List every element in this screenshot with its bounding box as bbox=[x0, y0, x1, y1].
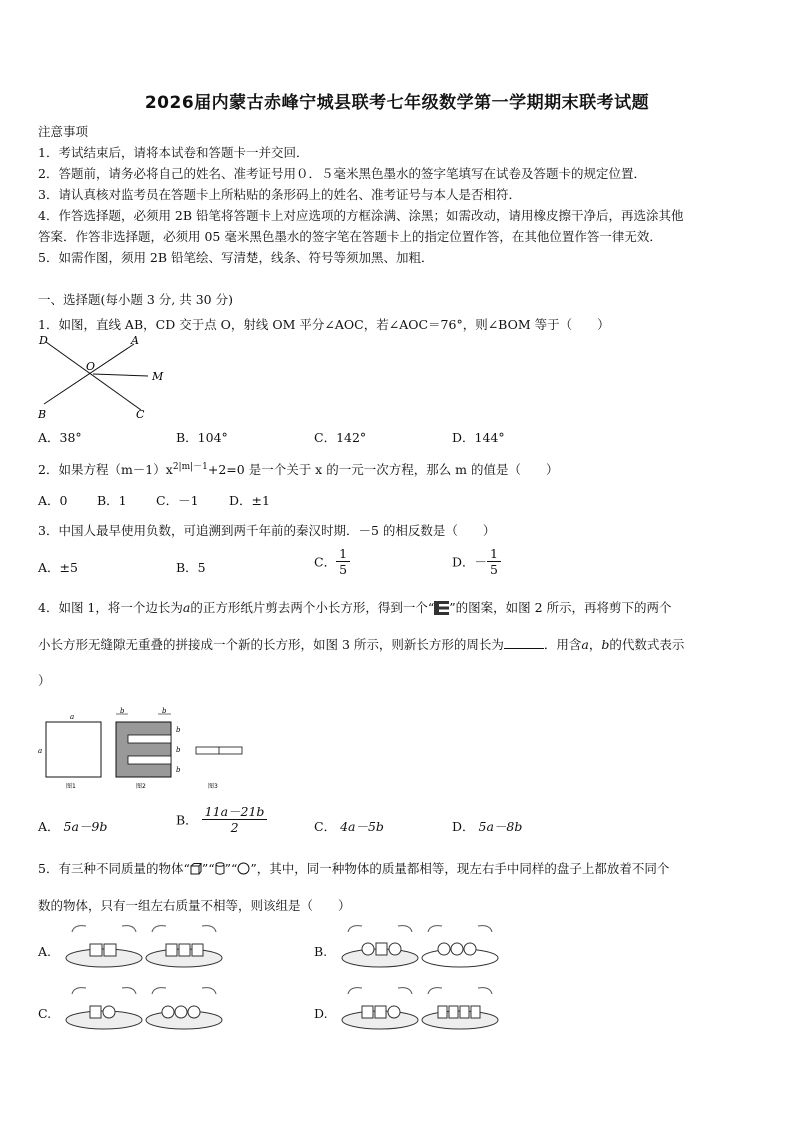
q4-option-c-expr: 4a－5b bbox=[340, 819, 384, 834]
q4-option-c-label: C． bbox=[314, 819, 337, 834]
q5-option-b-plates bbox=[338, 922, 503, 977]
page-title: 2026届内蒙古赤峰宁城县联考七年级数学第一学期期末联考试题 bbox=[144, 93, 650, 113]
q4-text: 小长方形无缝隙无重叠的拼接成一个新的长方形，如图 3 所示，则新长方形的周长为 bbox=[38, 637, 504, 652]
question-4-line2 bbox=[38, 635, 684, 653]
q5-option-c: C. bbox=[38, 1006, 52, 1021]
ball-icon bbox=[237, 862, 250, 875]
label-o: O bbox=[86, 360, 96, 373]
q4-text: ”的图案，如图 2 所示，再将剪下的两个 bbox=[449, 600, 672, 615]
section-heading: 一、选择题(每小题 3 分, 共 30 分) bbox=[38, 292, 233, 307]
q4-figures bbox=[36, 708, 266, 793]
q4-option-a bbox=[38, 817, 107, 835]
q2-exponent: 2|m|－1 bbox=[172, 462, 208, 472]
label-b: B bbox=[38, 408, 47, 421]
question-3-text: 3．中国人最早使用负数，可追溯到两千年前的秦汉时期．－5 的相反数是（ ） bbox=[38, 523, 496, 538]
question-2-text bbox=[38, 459, 559, 478]
fig1-label-a-left: a bbox=[38, 747, 43, 755]
note-item: 4．作答选择题，必须用 2B 铅笔将答题卡上对应选项的方框涂满、涂黑；如需改动，请用橡皮擦干净后，再选涂其他 bbox=[38, 208, 684, 223]
question-4-line1 bbox=[38, 598, 672, 616]
var-b: b bbox=[601, 637, 610, 652]
q2-option-b: B．1 bbox=[97, 493, 127, 508]
q3-d-denominator: 5 bbox=[490, 562, 498, 577]
q3-option-d bbox=[452, 546, 501, 577]
q5-sep: ”“ bbox=[224, 861, 238, 876]
note-item: 1．考试结束后，请将本试卷和答题卡一并交回． bbox=[38, 145, 309, 160]
q3-option-c-label: C． bbox=[314, 554, 337, 570]
q5-option-d-plates bbox=[338, 984, 503, 1039]
q1-option-b: B．104° bbox=[176, 430, 228, 445]
q2-text-a: 2．如果方程（m－1）x bbox=[38, 462, 173, 478]
note-item: 5．如需作图，须用 2B 铅笔绘、写清楚，线条、符号等须加黑、加粗． bbox=[38, 250, 434, 265]
q5-option-d: D. bbox=[314, 1006, 328, 1021]
answer-blank bbox=[504, 637, 544, 649]
q4-option-d-expr: 5a－8b bbox=[478, 819, 523, 834]
q4-option-b bbox=[176, 804, 267, 835]
q4-option-b-numerator: 11a－21b bbox=[202, 804, 268, 820]
question-5-line2: 数的物体，只有一组左右质量不相等，则该组是（ ） bbox=[38, 898, 351, 913]
note-item: 3．请认真核对监考员在答题卡上所粘贴的条形码上的姓名、准考证号与本人是否相符． bbox=[38, 187, 521, 202]
q3-c-denominator: 5 bbox=[339, 562, 348, 577]
note-item: 答案．作答非选择题，必须用 05 毫米黑色墨水的签字笔在答题卡上的指定位置作答，在其他位置作答一律无效． bbox=[38, 229, 662, 244]
fig2-label-b5: b bbox=[176, 766, 181, 774]
q3-d-numerator: 1 bbox=[487, 546, 501, 562]
question-4-line3: ） bbox=[38, 673, 51, 688]
q4-text: 的正方形纸片剪去两个小长方形，得到一个“ bbox=[190, 600, 435, 615]
label-c: C bbox=[136, 408, 145, 421]
fig2-label-b2: b bbox=[162, 707, 167, 715]
q3-option-a: A．±5 bbox=[38, 560, 78, 575]
fig1-caption: 图1 bbox=[66, 783, 76, 790]
shape-icon bbox=[434, 601, 449, 615]
q4-text: 4．如图 1，将一个边长为 bbox=[38, 600, 183, 615]
q4-comma: ， bbox=[588, 637, 602, 652]
q1-figure bbox=[36, 332, 166, 422]
q5-option-c-plates bbox=[62, 984, 227, 1039]
q5-text: ”，其中，同一种物体的质量都相等，现左右手中同样的盘子上都放着不同个 bbox=[250, 861, 670, 876]
fig2-label-b3: b bbox=[176, 726, 181, 734]
q5-option-a-plates bbox=[62, 922, 227, 977]
label-d: D bbox=[39, 334, 48, 347]
q1-option-d: D．144° bbox=[452, 430, 505, 445]
fig2-label-b1: b bbox=[120, 707, 125, 715]
q3-option-c bbox=[314, 546, 350, 577]
label-m: M bbox=[152, 370, 164, 383]
q4-option-a-expr: 5a－9b bbox=[63, 819, 108, 834]
q4-option-a-label: A． bbox=[38, 819, 60, 834]
label-a: A bbox=[131, 334, 139, 347]
q3-option-d-label: D．－ bbox=[452, 554, 488, 570]
fig2-caption: 图2 bbox=[136, 783, 146, 790]
notes-heading: 注意事项 bbox=[38, 124, 89, 139]
q2-option-c: C．－1 bbox=[156, 493, 199, 508]
q4-text: 的代数式表示 bbox=[609, 637, 685, 652]
cylinder-icon bbox=[215, 862, 225, 875]
q1-option-a: A．38° bbox=[38, 430, 82, 445]
q4-option-b-denominator: 2 bbox=[230, 820, 239, 835]
q2-text-b: +2=0 是一个关于 x 的一元一次方程，那么 m 的值是（ ） bbox=[207, 462, 559, 478]
note-item: 2．答题前，请务必将自己的姓名、准考证号用０．５毫米黑色墨水的签字笔填写在试卷及答题卡的规定位置． bbox=[38, 166, 646, 181]
var-a: a bbox=[182, 600, 191, 615]
fig2-label-b4: b bbox=[176, 746, 181, 754]
question-5-line1 bbox=[38, 859, 669, 877]
q5-option-b: B. bbox=[314, 944, 328, 959]
cube-icon bbox=[190, 863, 202, 875]
q4-option-d bbox=[452, 817, 522, 835]
q5-sep: ”“ bbox=[201, 861, 215, 876]
q2-option-d: D．±1 bbox=[229, 493, 270, 508]
var-a: a bbox=[581, 637, 589, 652]
q4-option-b-label: B． bbox=[176, 812, 198, 828]
fig1-label-a-top: a bbox=[70, 713, 75, 721]
q3-option-b: B．5 bbox=[176, 560, 206, 575]
fig3-caption: 图3 bbox=[208, 783, 218, 790]
q3-c-numerator: 1 bbox=[336, 546, 350, 562]
q5-text: 5．有三种不同质量的物体“ bbox=[38, 861, 190, 876]
q4-option-d-label: D． bbox=[452, 819, 475, 834]
q5-option-a: A. bbox=[38, 944, 52, 959]
q4-option-c bbox=[314, 817, 384, 835]
q2-option-a: A．0 bbox=[38, 493, 68, 508]
question-1-text: 1．如图，直线 AB，CD 交于点 O，射线 OM 平分∠AOC，若∠AOC＝76°，则∠BOM 等于（ ） bbox=[38, 317, 610, 332]
q4-text: ．用含 bbox=[543, 637, 582, 652]
q1-option-c: C．142° bbox=[314, 430, 367, 445]
